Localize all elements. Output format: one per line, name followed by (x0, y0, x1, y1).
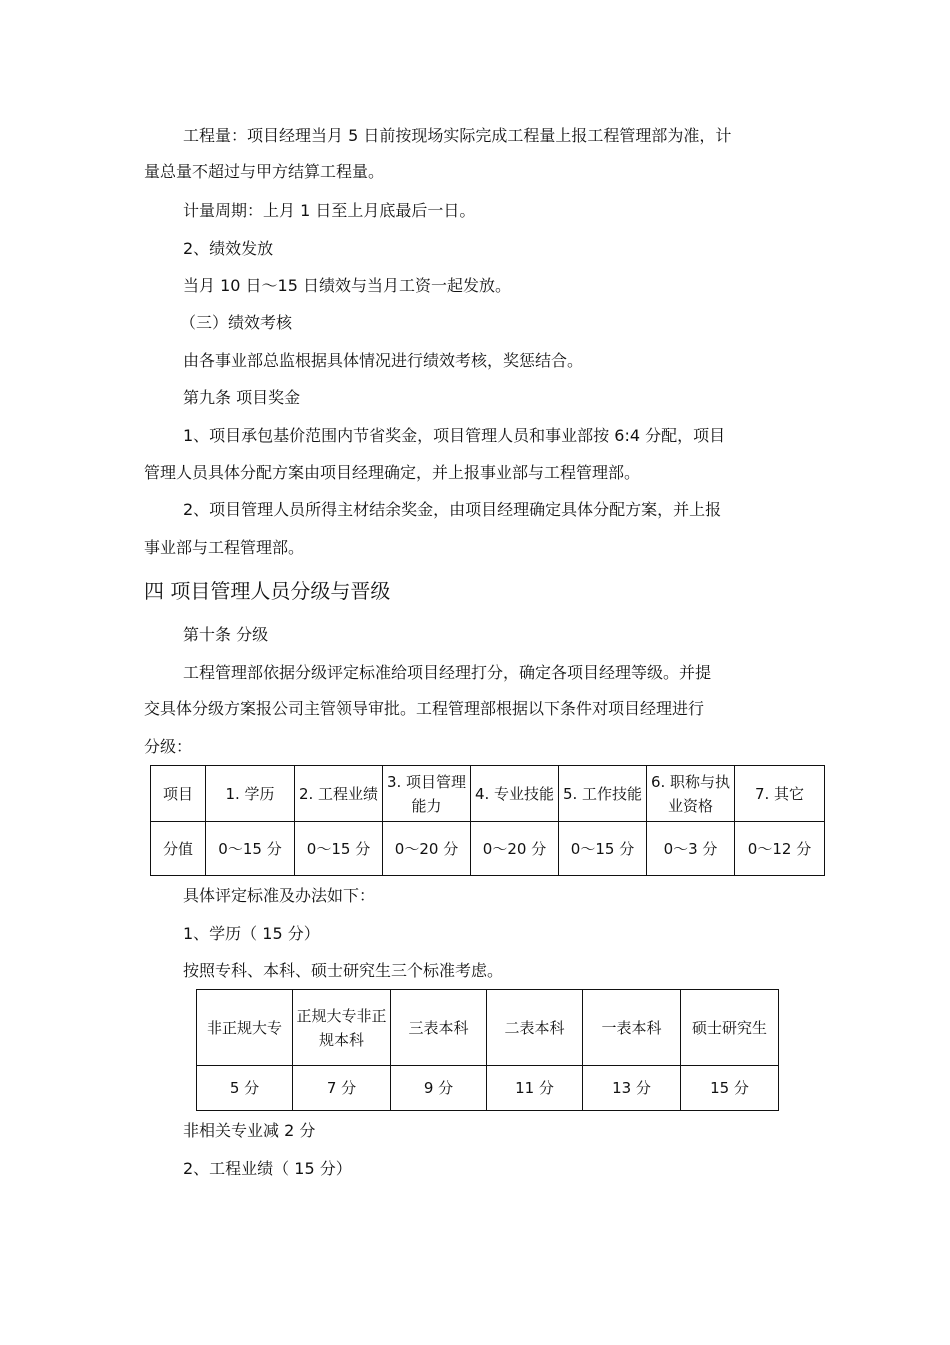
table-header-cell: 项目 (151, 766, 206, 822)
table-header-cell: 2. 工程业绩 (295, 766, 383, 822)
table-cell: 0～12 分 (735, 822, 825, 876)
table-row (151, 822, 825, 876)
paragraph: 工程量：项目经理当月 5 日前按现场实际完成工程量上报工程管理部为准，计 (183, 126, 732, 145)
paragraph: 计量周期：上月 1 日至上月底最后一日。 (183, 201, 476, 220)
table-header-cell: 6. 职称与执业资格 (647, 766, 735, 822)
table-row (197, 1066, 779, 1111)
table-header-cell: 5. 工作技能 (559, 766, 647, 822)
table-header-cell: 3. 项目管理能力 (383, 766, 471, 822)
table-header-cell: 二表本科 (487, 990, 583, 1066)
paragraph: 交具体分级方案报公司主管领导审批。工程管理部根据以下条件对项目经理进行 (144, 699, 705, 718)
table-header-cell: 1. 学历 (206, 766, 295, 822)
table-cell: 0～20 分 (383, 822, 471, 876)
table-cell: 0～3 分 (647, 822, 735, 876)
table-cell: 0～15 分 (295, 822, 383, 876)
table-header-row (151, 766, 825, 822)
table-header-cell: 4. 专业技能 (471, 766, 559, 822)
paragraph: 由各事业部总监根据具体情况进行绩效考核，奖惩结合。 (183, 351, 584, 370)
table-header-cell: 正规大专非正规本科 (293, 990, 391, 1066)
table-header-cell: 三表本科 (391, 990, 487, 1066)
paragraph: 按照专科、本科、硕士研究生三个标准考虑。 (183, 961, 504, 980)
paragraph: 1、学历（ 15 分） (183, 924, 320, 943)
table-header-cell: 非正规大专 (197, 990, 293, 1066)
paragraph: 非相关专业减 2 分 (183, 1121, 316, 1140)
table-cell: 5 分 (197, 1066, 293, 1111)
table-cell: 分值 (151, 822, 206, 876)
table-header-cell: 硕士研究生 (681, 990, 779, 1066)
table-cell: 7 分 (293, 1066, 391, 1111)
table-cell: 13 分 (583, 1066, 681, 1111)
table-cell: 0～15 分 (559, 822, 647, 876)
chapter-heading: 四 项目管理人员分级与晋级 (144, 579, 391, 603)
paragraph: 量总量不超过与甲方结算工程量。 (144, 162, 385, 181)
paragraph: 当月 10 日～15 日绩效与当月工资一起发放。 (183, 276, 511, 295)
paragraph: 具体评定标准及办法如下： (183, 886, 376, 905)
paragraph: 2、工程业绩（ 15 分） (183, 1159, 352, 1178)
article-heading: 第九条 项目奖金 (183, 388, 301, 407)
paragraph: 事业部与工程管理部。 (144, 538, 305, 557)
table-cell: 0～15 分 (206, 822, 295, 876)
table-cell: 9 分 (391, 1066, 487, 1111)
table-header-row (197, 990, 779, 1066)
paragraph: 1、项目承包基价范围内节省奖金，项目管理人员和事业部按 6:4 分配，项目 (183, 426, 726, 445)
table-header-cell: 7. 其它 (735, 766, 825, 822)
table-header-cell: 一表本科 (583, 990, 681, 1066)
article-heading: 第十条 分级 (183, 625, 269, 644)
paragraph: 2、绩效发放 (183, 239, 274, 258)
table-cell: 0～20 分 (471, 822, 559, 876)
section-heading: （三）绩效考核 (180, 313, 293, 332)
table-cell: 11 分 (487, 1066, 583, 1111)
education-score-table (196, 989, 779, 1111)
paragraph: 管理人员具体分配方案由项目经理确定，并上报事业部与工程管理部。 (144, 463, 641, 482)
paragraph: 2、项目管理人员所得主材结余奖金，由项目经理确定具体分配方案，并上报 (183, 500, 722, 519)
grading-table (150, 765, 825, 876)
table-cell: 15 分 (681, 1066, 779, 1111)
paragraph: 工程管理部依据分级评定标准给项目经理打分，确定各项目经理等级。并提 (183, 663, 712, 682)
paragraph: 分级： (144, 737, 193, 756)
